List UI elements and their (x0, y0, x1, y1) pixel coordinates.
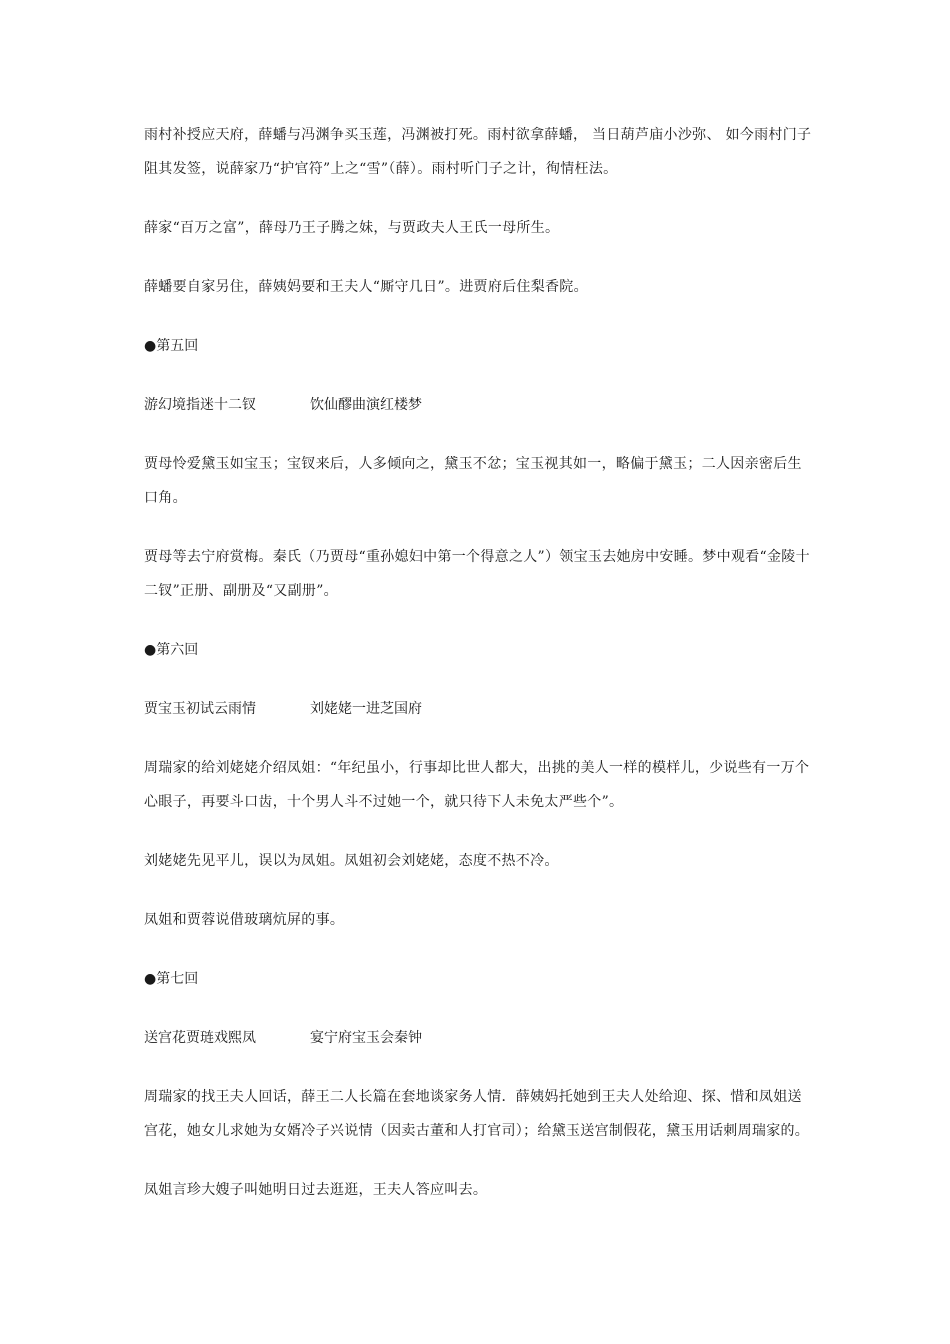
paragraph-chapter5-1: 贾母怜爱黛玉如宝玉；宝钗来后，人多倾向之，黛玉不忿；宝玉视其如一，略偏于黛玉；二人因亲密后生口角。 (144, 456, 802, 506)
chapter-title-7-right: 宴宁府宝玉会秦钟 (310, 1030, 422, 1046)
paragraph-chapter5-2: 贾母等去宁府赏梅。秦氏（乃贾母“重孙媳妇中第一个得意之人”）领宝玉去她房中安睡。梦中观看“金陵十二钗”正册、副册及“又副册”。 (144, 549, 810, 599)
chapter-title-7-left: 送宫花贾琏戏熙凤 (144, 1030, 256, 1046)
paragraph-chapter6-1: 周瑞家的给刘姥姥介绍凤姐：“年纪虽小，行事却比世人都大，出挑的美人一样的模样儿，少说些有一万个心眼子，再要斗口齿，十个男人斗不过她一个，就只待下人未免太严些个”。 (144, 760, 810, 810)
paragraph-chapter7-1: 周瑞家的找王夫人回话，薛王二人长篇在套地谈家务人情．薛姨妈托她到王夫人处给迎、探、惜和凤姐送宫花，她女儿求她为女婿冷子兴说情（因卖古董和人打官司）；给黛玉送宫制假花，黛玉用话刺周瑞家的。 (144, 1089, 810, 1139)
chapter-heading-7: ●第七回 (144, 971, 199, 987)
chapter-title-5-left: 游幻境指迷十二钗 (144, 397, 256, 413)
paragraph-chapter6-2: 刘姥姥先见平儿，误以为凤姐。凤姐初会刘姥姥，态度不热不冷。 (144, 853, 559, 869)
paragraph-chapter7-2: 凤姐言珍大嫂子叫她明日过去逛逛，王夫人答应叫去。 (144, 1182, 488, 1198)
chapter-title-6-left: 贾宝玉初试云雨情 (144, 701, 256, 717)
document-body (144, 118, 812, 1232)
paragraph-xue-family: 薛家“百万之富”，薛母乃王子腾之妹，与贾政夫人王氏一母所生。 (144, 220, 560, 236)
chapter-title-7 (144, 1021, 812, 1055)
paragraph-yucun-case: 雨村补授应天府，薛蟠与冯渊争买玉莲，冯渊被打死。雨村欲拿薛蟠， 当日葫芦庙小沙弥、 如今雨村门子阻其发签，说薛家乃“护官符”上之“雪”（薛）。雨村听门子之计，徇情枉法。 (144, 127, 812, 177)
chapter-heading-5: ●第五回 (144, 338, 199, 354)
paragraph-xue-residence: 薛蟠要自家另住，薛姨妈要和王夫人“厮守几日”。进贾府后住梨香院。 (144, 279, 588, 295)
chapter-heading-6: ●第六回 (144, 642, 199, 658)
chapter-title-5 (144, 388, 812, 422)
chapter-title-6-right: 刘姥姥一进芝国府 (310, 701, 422, 717)
paragraph-chapter6-3: 凤姐和贾蓉说借玻璃炕屏的事。 (144, 912, 345, 928)
chapter-title-6 (144, 692, 812, 726)
chapter-title-5-right: 饮仙醪曲演红楼梦 (310, 397, 422, 413)
